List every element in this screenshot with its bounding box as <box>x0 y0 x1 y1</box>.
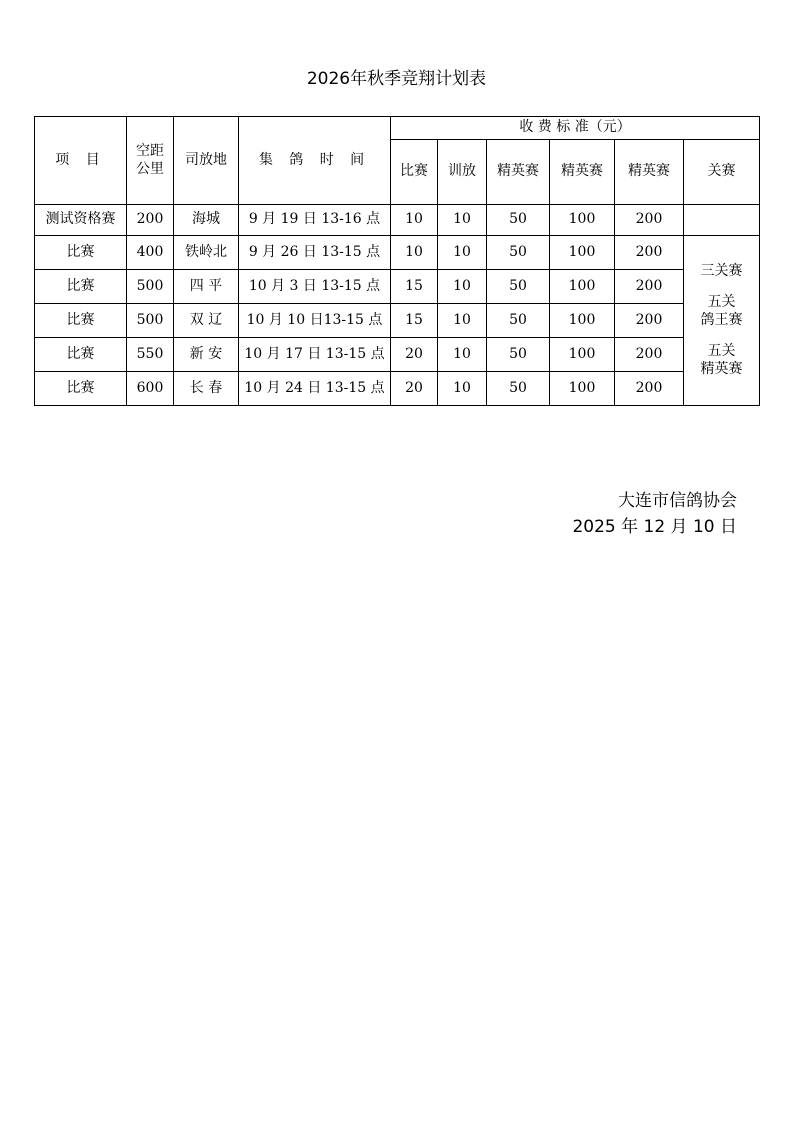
guan-five-a: 五关 <box>707 294 736 311</box>
cell-fee: 50 <box>487 270 550 304</box>
cell-project: 比赛 <box>35 338 127 372</box>
header-collect-time: 集 鸽 时 间 <box>239 117 391 205</box>
header-fee-elite-3: 精英赛 <box>615 140 684 205</box>
cell-fee: 100 <box>550 338 615 372</box>
cell-release: 海城 <box>174 205 239 236</box>
cell-fee: 10 <box>391 236 438 270</box>
cell-time: 10 月 24 日 13-15 点 <box>239 372 391 406</box>
schedule-table <box>34 116 760 406</box>
signature-org: 大连市信鸽协会 <box>618 491 737 511</box>
cell-time: 10 月 3 日 13-15 点 <box>239 270 391 304</box>
cell-fee: 10 <box>391 205 438 236</box>
cell-guan-empty <box>684 205 760 236</box>
table-row <box>35 205 760 236</box>
cell-fee: 200 <box>615 270 684 304</box>
cell-fee: 10 <box>438 205 487 236</box>
header-project: 项 目 <box>35 117 127 205</box>
cell-fee: 100 <box>550 372 615 406</box>
cell-fee: 50 <box>487 236 550 270</box>
cell-guan-sai <box>684 236 760 406</box>
cell-fee: 100 <box>550 236 615 270</box>
header-fee-group: 收 费 标 准（元） <box>391 117 760 140</box>
cell-fee: 20 <box>391 338 438 372</box>
cell-fee: 200 <box>615 236 684 270</box>
guan-spacer <box>684 329 759 343</box>
header-fee-elite-1: 精英赛 <box>487 140 550 205</box>
cell-fee: 100 <box>550 304 615 338</box>
header-fee-elite-2: 精英赛 <box>550 140 615 205</box>
cell-release: 新 安 <box>174 338 239 372</box>
cell-fee: 50 <box>487 205 550 236</box>
header-release: 司放地 <box>174 117 239 205</box>
cell-distance: 400 <box>127 236 174 270</box>
header-fee-guan: 关赛 <box>684 140 760 205</box>
guan-pigeon-king: 鸽王赛 <box>700 311 743 328</box>
cell-release: 铁岭北 <box>174 236 239 270</box>
cell-distance: 550 <box>127 338 174 372</box>
cell-project: 测试资格赛 <box>35 205 127 236</box>
header-fee-race: 比赛 <box>391 140 438 205</box>
guan-three: 三关赛 <box>700 262 743 279</box>
cell-fee: 15 <box>391 270 438 304</box>
cell-release: 长 春 <box>174 372 239 406</box>
cell-fee: 10 <box>438 270 487 304</box>
table-row <box>35 270 760 304</box>
table-row <box>35 338 760 372</box>
cell-fee: 10 <box>438 338 487 372</box>
cell-distance: 600 <box>127 372 174 406</box>
cell-fee: 15 <box>391 304 438 338</box>
cell-time: 9 月 19 日 13-16 点 <box>239 205 391 236</box>
cell-time: 10 月 10 日13-15 点 <box>239 304 391 338</box>
signature-block <box>572 488 737 540</box>
document-title: 2026年秋季竞翔计划表 <box>306 69 487 89</box>
signature-date: 2025 年 12 月 10 日 <box>572 517 737 537</box>
cell-fee: 10 <box>438 236 487 270</box>
table-row <box>35 372 760 406</box>
guan-five-b: 五关 <box>707 343 736 360</box>
cell-fee: 200 <box>615 205 684 236</box>
cell-fee: 200 <box>615 338 684 372</box>
guan-spacer <box>684 280 759 294</box>
cell-release: 双 辽 <box>174 304 239 338</box>
table-row <box>35 236 760 270</box>
cell-fee: 10 <box>438 304 487 338</box>
cell-time: 9 月 26 日 13-15 点 <box>239 236 391 270</box>
cell-distance: 500 <box>127 304 174 338</box>
cell-release: 四 平 <box>174 270 239 304</box>
cell-distance: 500 <box>127 270 174 304</box>
cell-distance: 200 <box>127 205 174 236</box>
cell-project: 比赛 <box>35 304 127 338</box>
header-distance: 空距公里 <box>127 117 174 205</box>
cell-fee: 200 <box>615 372 684 406</box>
cell-time: 10 月 17 日 13-15 点 <box>239 338 391 372</box>
guan-elite: 精英赛 <box>700 360 743 377</box>
cell-project: 比赛 <box>35 236 127 270</box>
cell-fee: 50 <box>487 304 550 338</box>
cell-project: 比赛 <box>35 270 127 304</box>
cell-fee: 50 <box>487 372 550 406</box>
cell-fee: 20 <box>391 372 438 406</box>
cell-fee: 100 <box>550 205 615 236</box>
cell-fee: 200 <box>615 304 684 338</box>
cell-fee: 50 <box>487 338 550 372</box>
table-row <box>35 304 760 338</box>
cell-fee: 100 <box>550 270 615 304</box>
header-fee-training: 训放 <box>438 140 487 205</box>
cell-project: 比赛 <box>35 372 127 406</box>
cell-fee: 10 <box>438 372 487 406</box>
